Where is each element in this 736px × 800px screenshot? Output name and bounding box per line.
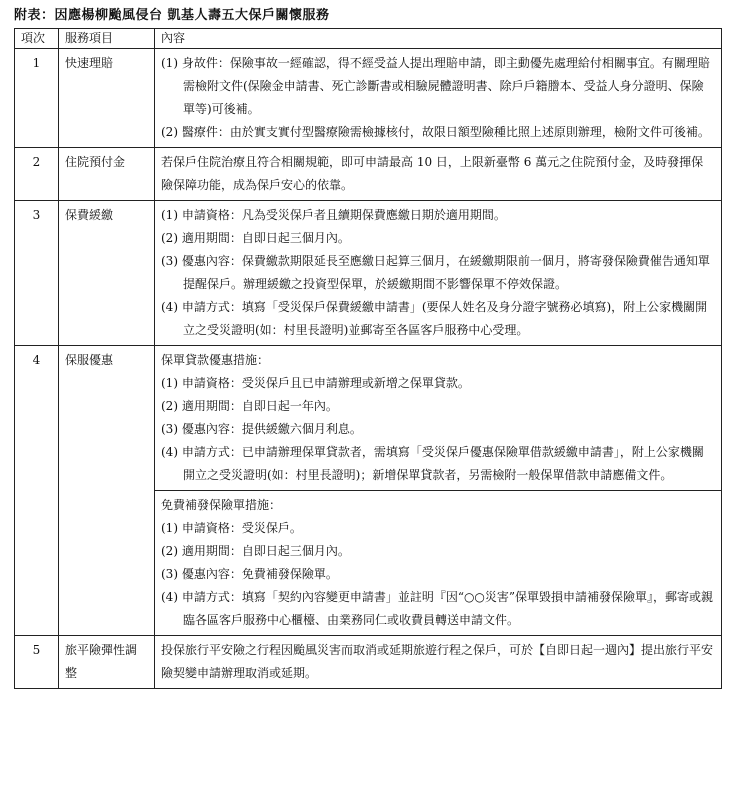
content-line: (2) 適用期間：自即日起一年內。 (161, 399, 338, 413)
content-line: 投保旅行平安險之行程因颱風災害而取消或延期旅遊行程之保戶，可於【自即日起一週內】提出旅行平安險契變申請辦理取消或延期。 (161, 643, 714, 680)
header-item: 服務項目 (59, 29, 155, 49)
content-line: (3) 優惠內容：保費繳款期限延長至應繳日起算三個月，在緩繳期限前一個月，將寄發保險費催告通知單提醒保戶。辦理緩繳之投資型保單，於緩繳期間不影響保單不停效保證。 (161, 254, 710, 291)
content-line: 若保戶住院治療且符合相關規範，即可申請最高 10 日，上限新臺幣 6 萬元之住院預付金，及時發揮保險保障功能，成為保戶安心的依靠。 (161, 155, 704, 192)
content-line: (4) 申請方式：已申請辦理保單貸款者，需填寫「受災保戶優惠保險單借款緩繳申請書」，附上公家機關開立之受災證明(如：村里長證明)；新增保單貸款者，另需檢附一般保單借款申請應備文件。 (161, 445, 704, 482)
content-line: (1) 申請資格：受災保戶且已申請辦理或新增之保單貸款。 (161, 376, 470, 390)
content-line: (2) 醫療件：由於實支實付型醫療險需檢據核付，故限日額型險種比照上述原則辦理，檢附文件可後補。 (161, 125, 710, 139)
table-row (15, 201, 722, 346)
block-title: 保單貸款優惠措施： (161, 353, 270, 367)
row-num: 1 (15, 49, 59, 148)
content-line: (4) 申請方式：填寫「受災保戶保費緩繳申請書」(要保人姓名及身分證字號務必填寫)，附上公家機關開立之受災證明(如：村里長證明)並郵寄至各區客戶服務中心受理。 (161, 300, 708, 337)
table-row (15, 636, 722, 689)
row-content-reissue (155, 491, 722, 636)
row-content (155, 49, 722, 148)
header-content: 內容 (155, 29, 722, 49)
header-row (15, 29, 722, 49)
row-content (155, 201, 722, 346)
content-line: (2) 適用期間：自即日起三個月內。 (161, 231, 350, 245)
content-line: (1) 身故件：保險事故一經確認，得不經受益人提出理賠申請，即主動優先處理給付相關事宜。有關理賠需檢附文件(保險金申請書、死亡診斷書或相驗屍體證明書、除戶戶籍謄本、受益人身分證明、保險單等)可後補。 (161, 56, 710, 116)
content-line: (1) 申請資格：受災保戶。 (161, 521, 302, 535)
content-line: (4) 申請方式：填寫「契約內容變更申請書」並註明『因“○○災害”保單毀損申請補發保險單』，郵寄或親臨各區客戶服務中心櫃檯、由業務同仁或收費員轉送申請文件。 (161, 590, 714, 627)
row-num: 3 (15, 201, 59, 346)
service-table (14, 28, 722, 689)
row-num: 2 (15, 148, 59, 201)
table-row (15, 49, 722, 148)
content-line: (3) 優惠內容：提供緩繳六個月利息。 (161, 422, 362, 436)
content-line: (2) 適用期間：自即日起三個月內。 (161, 544, 350, 558)
content-line: (1) 申請資格：凡為受災保戶者且續期保費應繳日期於適用期間。 (161, 208, 506, 222)
row-item: 住院預付金 (59, 148, 155, 201)
content-line: (3) 優惠內容：免費補發保險單。 (161, 567, 338, 581)
row-item: 快速理賠 (59, 49, 155, 148)
row-item: 保服優惠 (59, 346, 155, 636)
table-row (15, 148, 722, 201)
table-title: 附表：因應楊柳颱風侵台 凱基人壽五大保戶關懷服務 (14, 8, 330, 23)
row-content (155, 636, 722, 689)
row-item: 旅平險彈性調整 (59, 636, 155, 689)
row-num: 5 (15, 636, 59, 689)
row-item: 保費緩繳 (59, 201, 155, 346)
block-title: 免費補發保險單措施： (161, 498, 282, 512)
table-row (15, 346, 722, 491)
row-num: 4 (15, 346, 59, 636)
header-num: 項次 (15, 29, 59, 49)
row-content (155, 148, 722, 201)
row-content-loan (155, 346, 722, 491)
